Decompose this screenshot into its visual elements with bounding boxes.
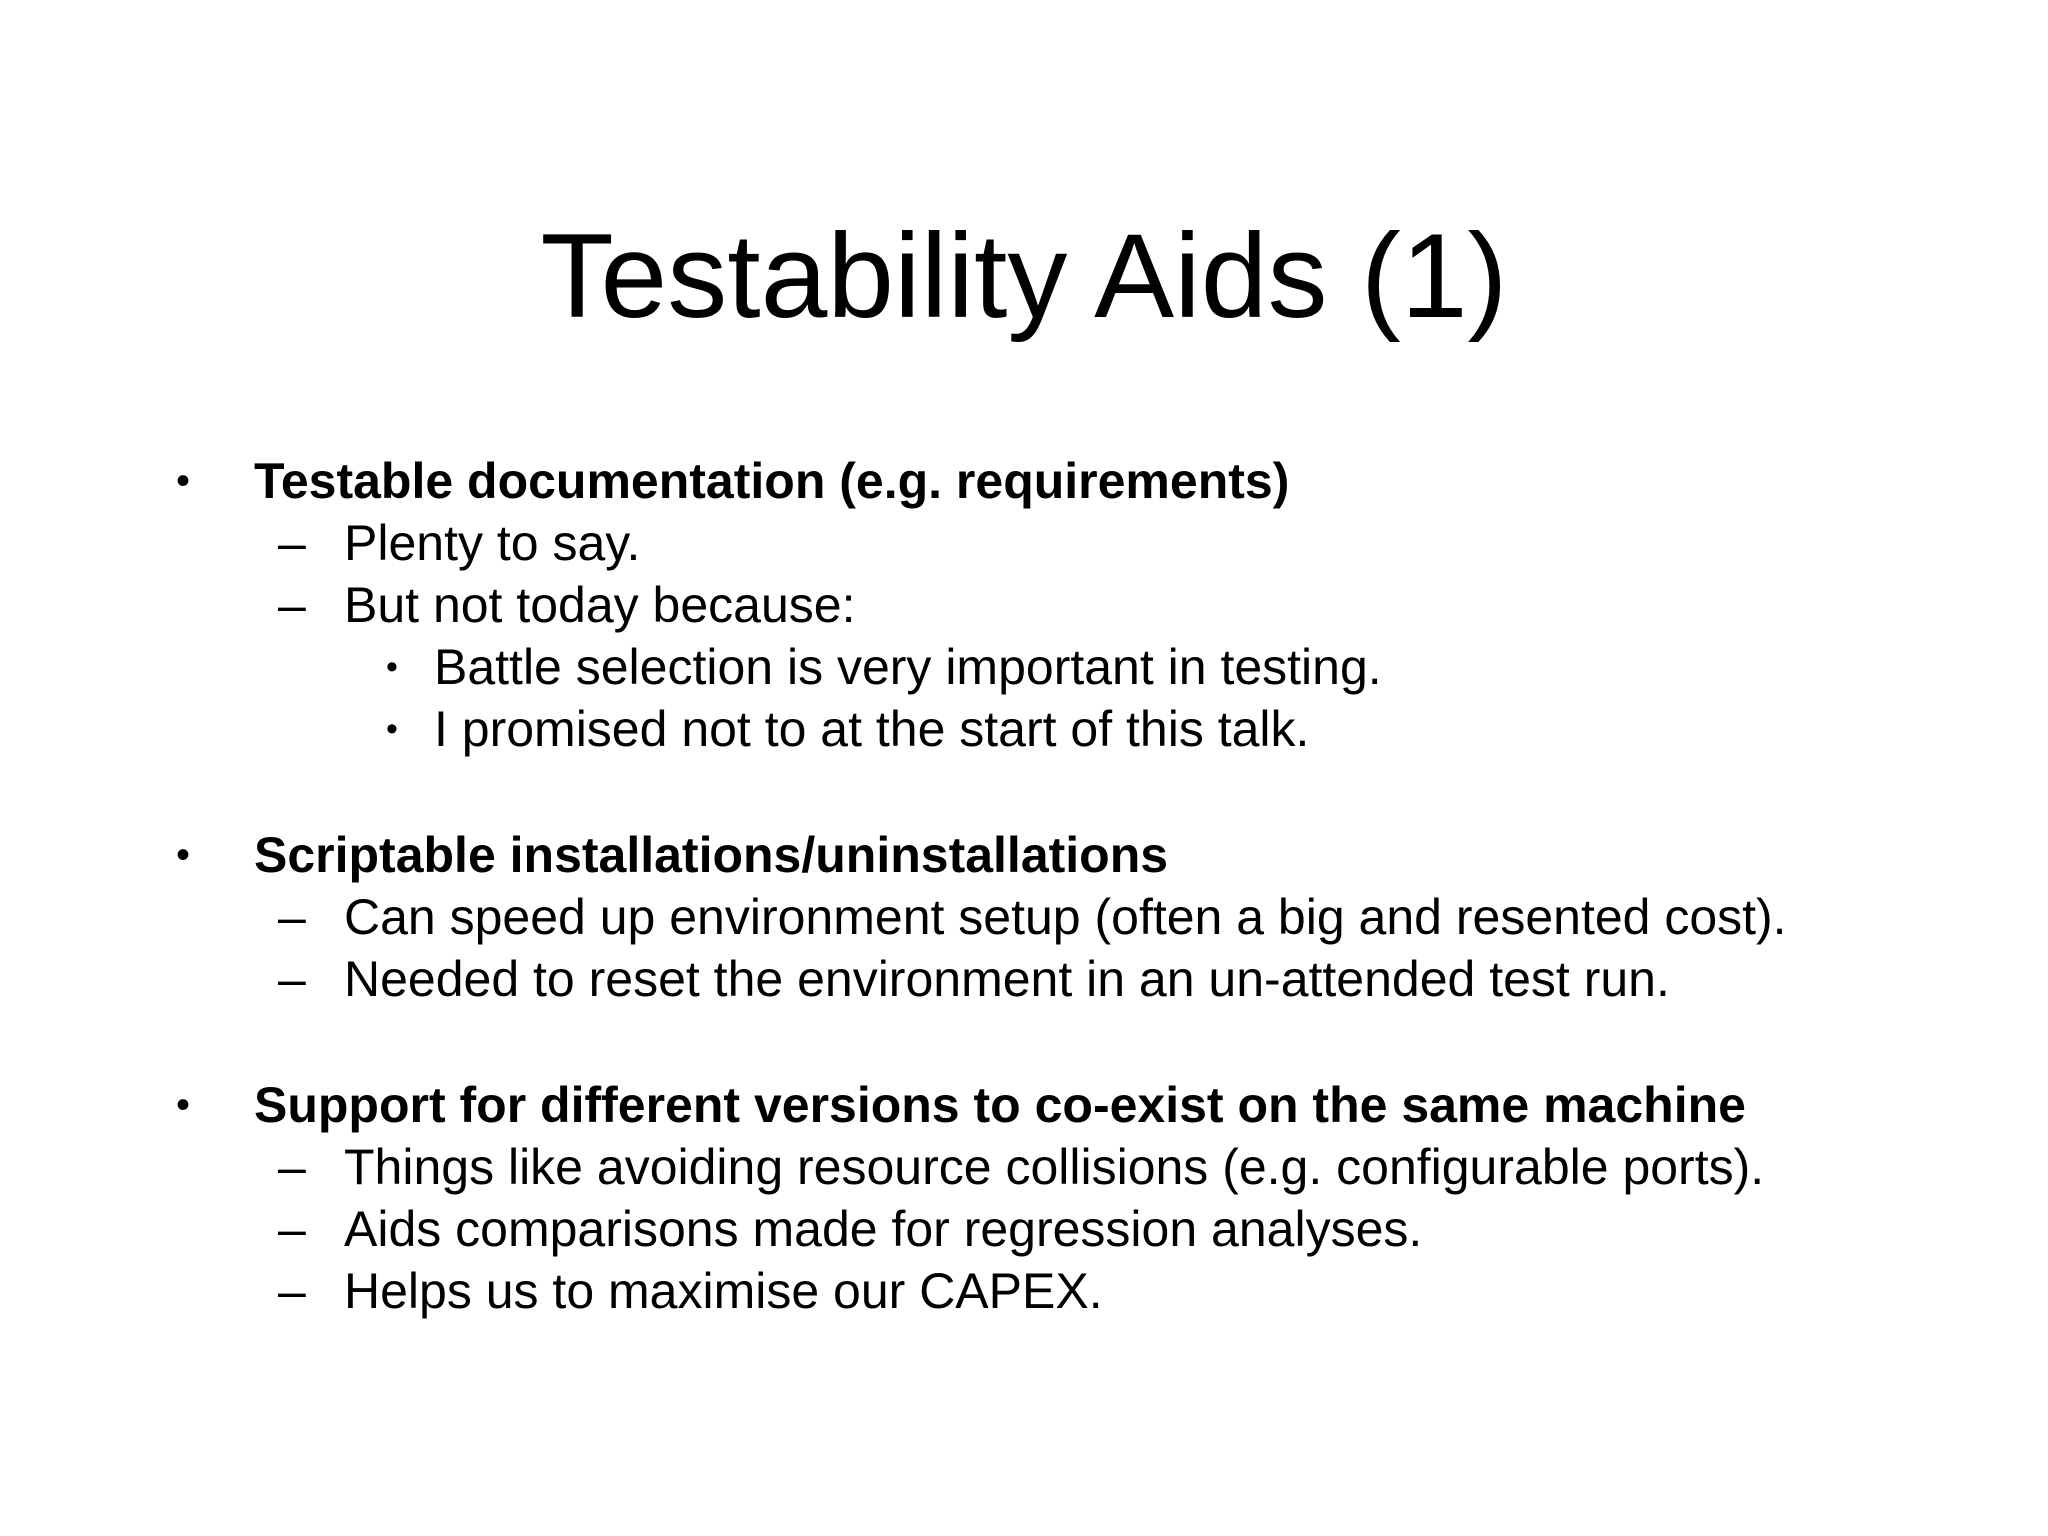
point-but-not-today: But not today because: — [344, 577, 856, 633]
dash-icon: – — [278, 1201, 306, 1257]
dash-icon: – — [278, 1139, 306, 1195]
sub-bullet-icon: • — [386, 710, 398, 748]
subpoint-promised-not-to: I promised not to at the start of this talk. — [434, 701, 1310, 757]
dash-icon: – — [278, 889, 306, 945]
slide-title: Testability Aids (1) — [540, 209, 1508, 343]
dash-icon: – — [278, 1263, 306, 1319]
dash-icon: – — [278, 951, 306, 1007]
section-heading-testable-documentation: Testable documentation (e.g. requirements) — [254, 453, 1290, 509]
section-heading-versions-coexist: Support for different versions to co-exist on the same machine — [254, 1077, 1746, 1133]
dash-icon: – — [278, 577, 306, 633]
dash-icon: – — [278, 515, 306, 571]
point-plenty-to-say: Plenty to say. — [344, 515, 641, 571]
point-regression-comparisons: Aids comparisons made for regression analyses. — [344, 1201, 1423, 1257]
point-maximise-capex: Helps us to maximise our CAPEX. — [344, 1263, 1103, 1319]
point-resource-collisions: Things like avoiding resource collisions (e.g. configurable ports). — [344, 1139, 1765, 1195]
point-speed-up-setup: Can speed up environment setup (often a big and resented cost). — [344, 889, 1787, 945]
bullet-icon: • — [176, 459, 191, 503]
point-reset-environment: Needed to reset the environment in an un-attended test run. — [344, 951, 1670, 1007]
sub-bullet-icon: • — [386, 648, 398, 686]
section-heading-scriptable-installations: Scriptable installations/uninstallations — [254, 827, 1169, 883]
bullet-icon: • — [176, 1083, 191, 1127]
subpoint-battle-selection: Battle selection is very important in testing. — [434, 639, 1382, 695]
bullet-icon: • — [176, 833, 191, 877]
